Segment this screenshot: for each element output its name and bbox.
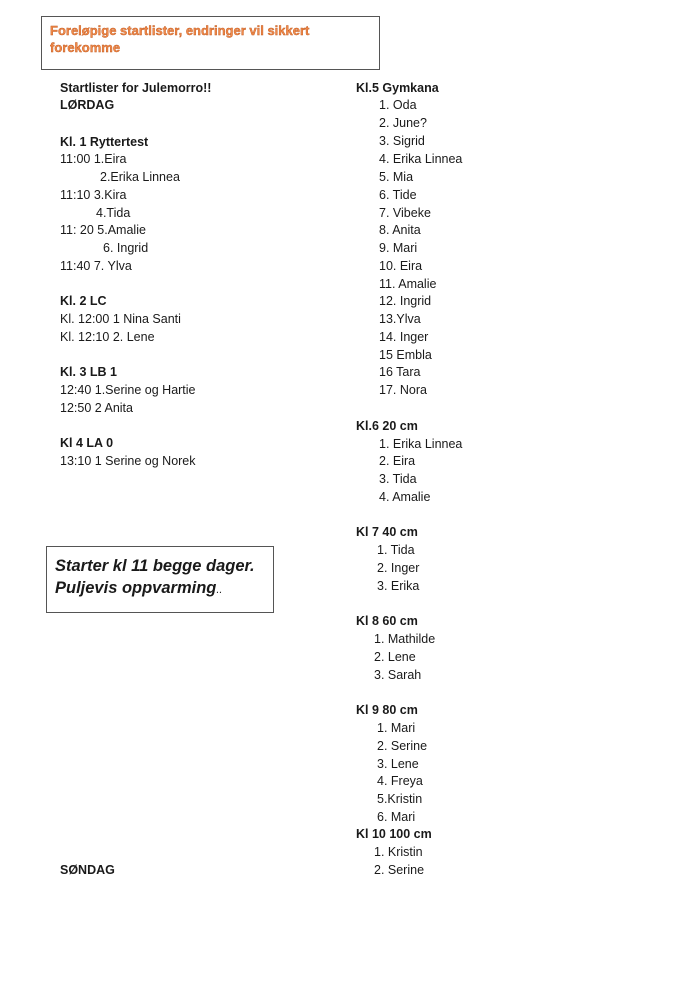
list-item: 2. Eira [379, 454, 416, 468]
list-item: 3. Lene [377, 757, 419, 771]
start-entry: 11: 20 5.Amalie [60, 223, 146, 237]
list-item: 6. Mari [377, 810, 416, 824]
start-entry: 6. Ingrid [103, 241, 149, 255]
start-entry: 11:00 1.Eira [60, 152, 127, 166]
day-sunday: SØNDAG [60, 863, 115, 877]
callout-line-1: Starter kl 11 begge dager. [55, 557, 255, 575]
class-heading: Kl 7 40 cm [356, 525, 418, 539]
list-item: 12. Ingrid [379, 294, 432, 308]
list-item: 7. Vibeke [379, 206, 431, 220]
list-item: 5.Kristin [377, 792, 423, 806]
start-entry: 4.Tida [96, 206, 131, 220]
list-item: 2. Inger [377, 561, 420, 575]
class-heading: Kl 4 LA 0 [60, 436, 114, 450]
start-entry: Kl. 12:10 2. Lene [60, 330, 155, 344]
start-entry: 12:50 2 Anita [60, 401, 133, 415]
class-heading: Kl.5 Gymkana [356, 81, 439, 95]
start-entry: 11:40 7. Ylva [60, 259, 132, 273]
class-heading: Kl. 1 Ryttertest [60, 135, 149, 149]
start-entry: 13:10 1 Serine og Norek [60, 454, 196, 468]
class-heading: Kl 8 60 cm [356, 614, 418, 628]
callout-suffix: .. [216, 584, 223, 596]
list-item: 11. Amalie [379, 277, 437, 291]
start-entry: 11:10 3.Kira [60, 188, 127, 202]
list-item: 16 Tara [379, 365, 421, 379]
list-item: 9. Mari [379, 241, 418, 255]
list-item: 4. Erika Linnea [379, 152, 463, 166]
list-item: 1. Tida [377, 543, 415, 557]
list-item: 1. Mari [377, 721, 416, 735]
list-item: 1. Mathilde [374, 632, 436, 646]
list-item: 1. Kristin [374, 845, 423, 859]
list-item: 3. Sarah [374, 668, 422, 682]
class-heading: Kl. 2 LC [60, 294, 107, 308]
list-item: 2. Serine [374, 863, 425, 877]
list-item: 15 Embla [379, 348, 432, 362]
list-item: 8. Anita [379, 223, 421, 237]
list-item: 3. Sigrid [379, 134, 425, 148]
list-item: 17. Nora [379, 383, 427, 397]
start-entry: Kl. 12:00 1 Nina Santi [60, 312, 181, 326]
day-saturday: LØRDAG [60, 98, 115, 112]
list-item: 3. Erika [377, 579, 420, 593]
class-heading: Kl. 3 LB 1 [60, 365, 117, 379]
start-info-callout [46, 546, 274, 613]
class-heading: Kl 9 80 cm [356, 703, 418, 717]
list-item: 13.Ylva [379, 312, 421, 326]
callout-line-2: Puljevis oppvarming.. [55, 579, 223, 597]
list-item: 2. Lene [374, 650, 416, 664]
document-title: Startlister for Julemorro!! [60, 81, 212, 95]
start-entry: 2.Erika Linnea [100, 170, 180, 184]
preliminary-notice: Foreløpige startlister, endringer vil sikkert forekomme [41, 16, 380, 70]
list-item: 2. Serine [377, 739, 428, 753]
list-item: 4. Amalie [379, 490, 431, 504]
class-heading: Kl 10 100 cm [356, 827, 432, 841]
list-item: 14. Inger [379, 330, 429, 344]
list-item: 2. June? [379, 116, 427, 130]
list-item: 5. Mia [379, 170, 414, 184]
start-entry: 12:40 1.Serine og Hartie [60, 383, 196, 397]
list-item: 1. Erika Linnea [379, 437, 463, 451]
class-heading: Kl.6 20 cm [356, 419, 418, 433]
list-item: 6. Tide [379, 188, 417, 202]
list-item: 4. Freya [377, 774, 423, 788]
list-item: 1. Oda [379, 98, 417, 112]
list-item: 3. Tida [379, 472, 417, 486]
list-item: 10. Eira [379, 259, 423, 273]
